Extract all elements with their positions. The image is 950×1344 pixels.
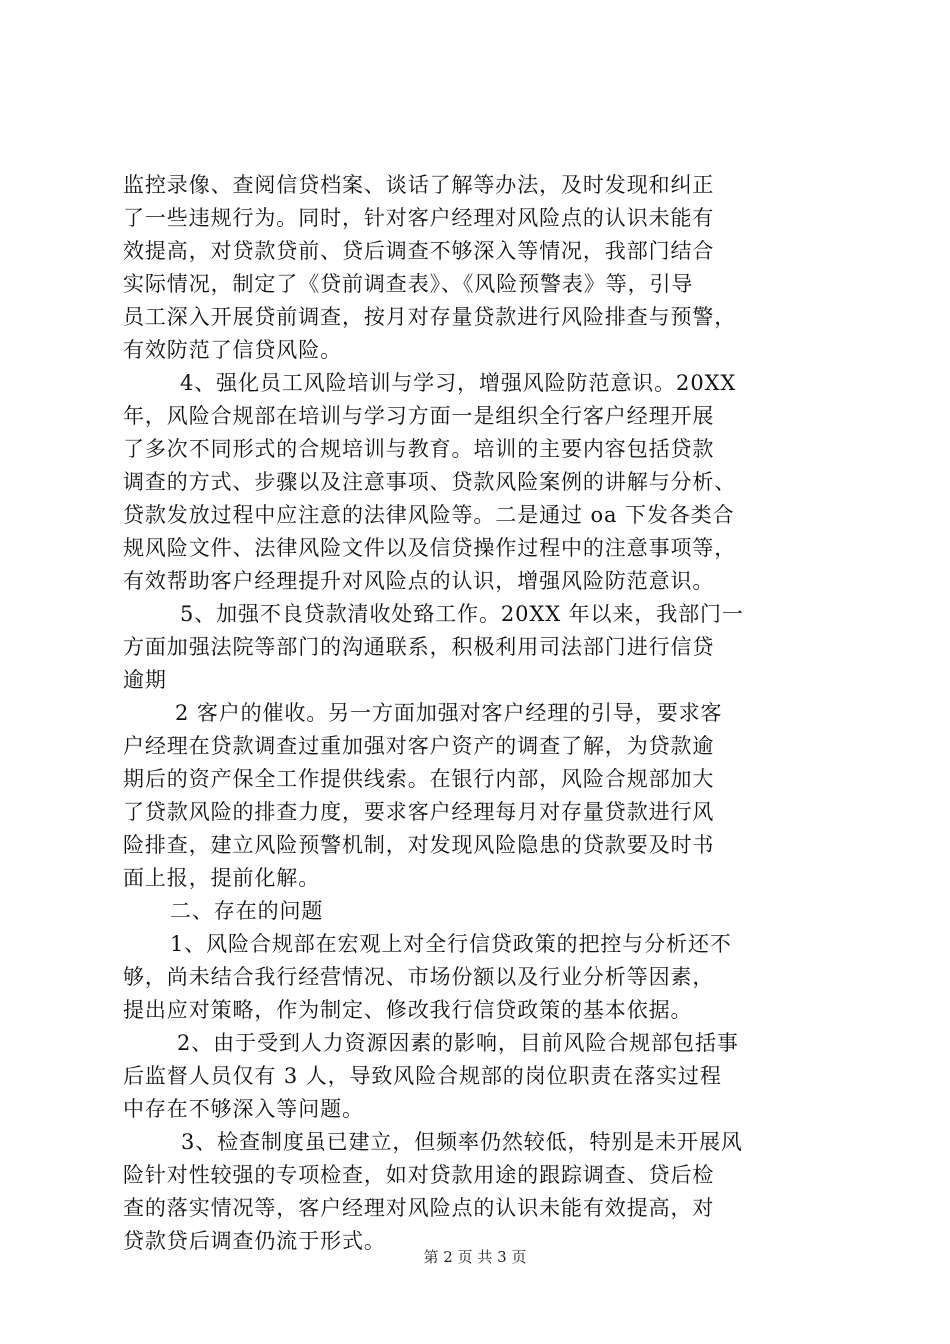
text-line: 逾期 (123, 668, 167, 692)
document-body (123, 169, 833, 1258)
text-line: 调查的方式、步骤以及注意事项、贷款风险案例的讲解与分析、 (123, 470, 737, 494)
text-line: 效提高，对贷款贷前、贷后调查不够深入等情况，我部门结合 (123, 239, 715, 263)
text-line: 面上报，提前化解。 (123, 866, 321, 890)
text-line: 贷款发放过程中应注意的法律风险等。二是通过 oa 下发各类合 (123, 503, 735, 527)
text-line: 了一些违规行为。同时，针对客户经理对风险点的认识未能有 (123, 206, 715, 230)
text-line: 期后的资产保全工作提供线索。在银行内部，风险合规部加大 (123, 767, 715, 791)
text-line: 够，尚未结合我行经营情况、市场份额以及行业分析等因素， (123, 965, 715, 989)
text-line: 有效帮助客户经理提升对风险点的认识，增强风险防范意识。 (123, 569, 715, 593)
text-line: 险排查，建立风险预警机制，对发现风险隐患的贷款要及时书 (123, 833, 715, 857)
page-footer: 第 2 页 共 3 页 (423, 1248, 527, 1266)
paragraph-start-line: 2 客户的催收。另一方面加强对客户经理的引导，要求客 (175, 701, 723, 725)
text-line: 提出应对策略，作为制定、修改我行信贷政策的基本依据。 (123, 998, 693, 1022)
text-line: 户经理在贷款调查过重加强对客户资产的调查了解，为贷款逾 (123, 734, 715, 758)
text-line: 中存在不够深入等问题。 (123, 1097, 364, 1121)
paragraph-start-line: 3、检查制度虽已建立，但频率仍然较低，特别是未开展风 (181, 1130, 743, 1154)
paragraph-start-line: 4、强化员工风险培训与学习，增强风险防范意识。20XX (180, 371, 737, 395)
text-line: 规风险文件、法律风险文件以及信贷操作过程中的注意事项等， (123, 536, 737, 560)
paragraph-start-line: 2、由于受到人力资源因素的影响，目前风险合规部包括事 (177, 1031, 739, 1055)
text-line: 了贷款风险的排查力度，要求客户经理每月对存量贷款进行风 (123, 800, 715, 824)
text-line: 年，风险合规部在培训与学习方面一是组织全行客户经理开展 (123, 404, 715, 428)
section-heading: 二、存在的问题 (170, 899, 324, 923)
text-line: 监控录像、查阅信贷档案、谈话了解等办法，及时发现和纠正 (123, 173, 715, 197)
text-line: 险针对性较强的专项检查，如对贷款用途的跟踪调查、贷后检 (123, 1163, 715, 1187)
paragraph-start-line: 1、风险合规部在宏观上对全行信贷政策的把控与分析还不 (170, 932, 732, 956)
text-line: 查的落实情况等，客户经理对风险点的认识未能有效提高，对 (123, 1196, 715, 1220)
text-line: 贷款贷后调查仍流于形式。 (123, 1229, 386, 1253)
text-line: 实际情况，制定了《贷前调查表》、《风险预警表》等，引导 (123, 272, 694, 296)
text-line: 方面加强法院等部门的沟通联系，积极利用司法部门进行信贷 (123, 635, 715, 659)
text-line: 有效防范了信贷风险。 (123, 338, 342, 362)
text-line: 员工深入开展贷前调查，按月对存量贷款进行风险排查与预警， (123, 305, 737, 329)
paragraph-start-line: 5、加强不良贷款清收处臵工作。20XX 年以来，我部门一 (180, 602, 744, 626)
text-line: 后监督人员仅有 3 人，导致风险合规部的岗位职责在落实过程 (123, 1064, 722, 1088)
text-line: 了多次不同形式的合规培训与教育。培训的主要内容包括贷款 (123, 437, 715, 461)
